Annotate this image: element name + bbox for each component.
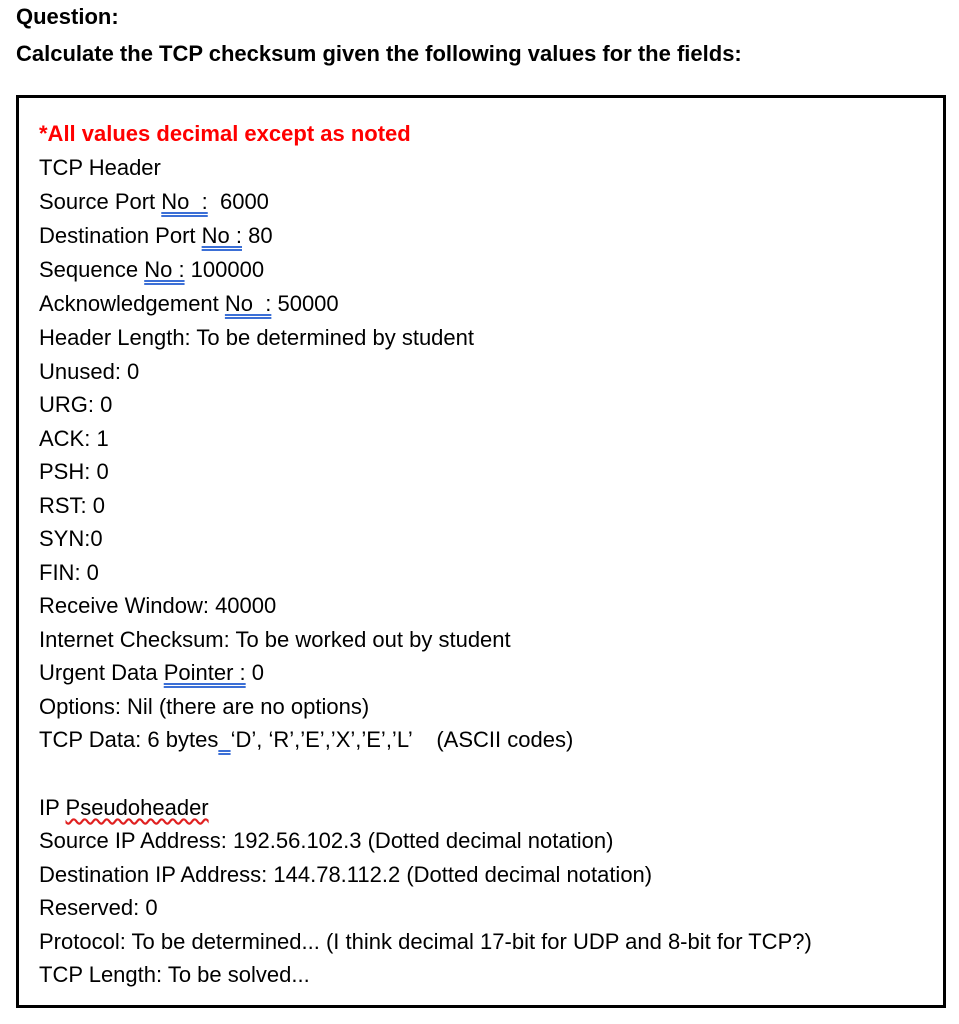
values-box xyxy=(16,95,946,1008)
ack-no-value: 50000 xyxy=(271,291,339,316)
unused: Unused: 0 xyxy=(39,359,140,384)
source-port-line xyxy=(39,188,269,216)
ip-pseudoheader-text: IP Pseudoheader xyxy=(39,795,209,820)
urgent-pointer-no: Pointer : xyxy=(163,660,246,685)
decimal-note: *All values decimal except as noted xyxy=(39,121,411,146)
spellcheck-mark: Pseudoheader xyxy=(65,795,209,820)
protocol: Protocol: To be determined... (I think decimal 17-bit for UDP and 8-bit for TCP?) xyxy=(39,929,812,954)
dest-ip: Destination IP Address: 144.78.112.2 (Dotted decimal notation) xyxy=(39,862,653,887)
header-length: Header Length: To be determined by student xyxy=(39,325,475,350)
question-title: Question: xyxy=(16,4,119,29)
dest-port-label: Destination Port xyxy=(39,223,202,248)
receive-window: Receive Window: 40000 xyxy=(39,593,277,618)
dest-port-line xyxy=(39,222,273,250)
fin-flag: FIN: 0 xyxy=(39,560,99,585)
options: Options: Nil (there are no options) xyxy=(39,694,370,719)
tcp-length: TCP Length: To be solved... xyxy=(39,962,310,987)
syn-flag: SYN:0 xyxy=(39,526,103,551)
dest-port-value: 80 xyxy=(242,223,273,248)
rst-flag: RST: 0 xyxy=(39,493,106,518)
psh-flag: PSH: 0 xyxy=(39,459,109,484)
tcp-header-title: TCP Header xyxy=(39,155,161,180)
ack-no-label: Acknowledgement xyxy=(39,291,225,316)
urgent-pointer-label: Urgent Data xyxy=(39,660,164,685)
sequence-label: Sequence xyxy=(39,257,145,282)
source-port-no: No : xyxy=(161,189,208,214)
source-port-label: Source Port xyxy=(39,189,162,214)
dest-port-no: No : xyxy=(201,223,242,248)
urg-flag: URG: 0 xyxy=(39,392,113,417)
tcp-data-label: TCP Data: 6 bytes xyxy=(39,727,219,752)
tcp-data-value: ‘D’, ‘R’,’E’,’X’,’E’,’L’ (ASCII codes) xyxy=(230,727,574,752)
sequence-value: 100000 xyxy=(184,257,265,282)
reserved: Reserved: 0 xyxy=(39,895,158,920)
tcp-data-line xyxy=(39,726,573,754)
sequence-line xyxy=(39,256,264,284)
urgent-pointer-line xyxy=(39,659,264,687)
ip-pseudoheader-title xyxy=(39,794,209,822)
urgent-pointer-value: 0 xyxy=(245,660,265,685)
internet-checksum: Internet Checksum: To be worked out by student xyxy=(39,627,511,652)
sequence-no: No : xyxy=(144,257,185,282)
ack-no-no: No : xyxy=(224,291,272,316)
question-prompt: Calculate the TCP checksum given the following values for the fields: xyxy=(16,41,742,66)
ack-flag: ACK: 1 xyxy=(39,426,109,451)
source-ip: Source IP Address: 192.56.102.3 (Dotted decimal notation) xyxy=(39,828,614,853)
source-port-value: 6000 xyxy=(207,189,269,214)
tcp-data-underscore xyxy=(218,727,230,752)
ack-no-line xyxy=(39,290,339,318)
